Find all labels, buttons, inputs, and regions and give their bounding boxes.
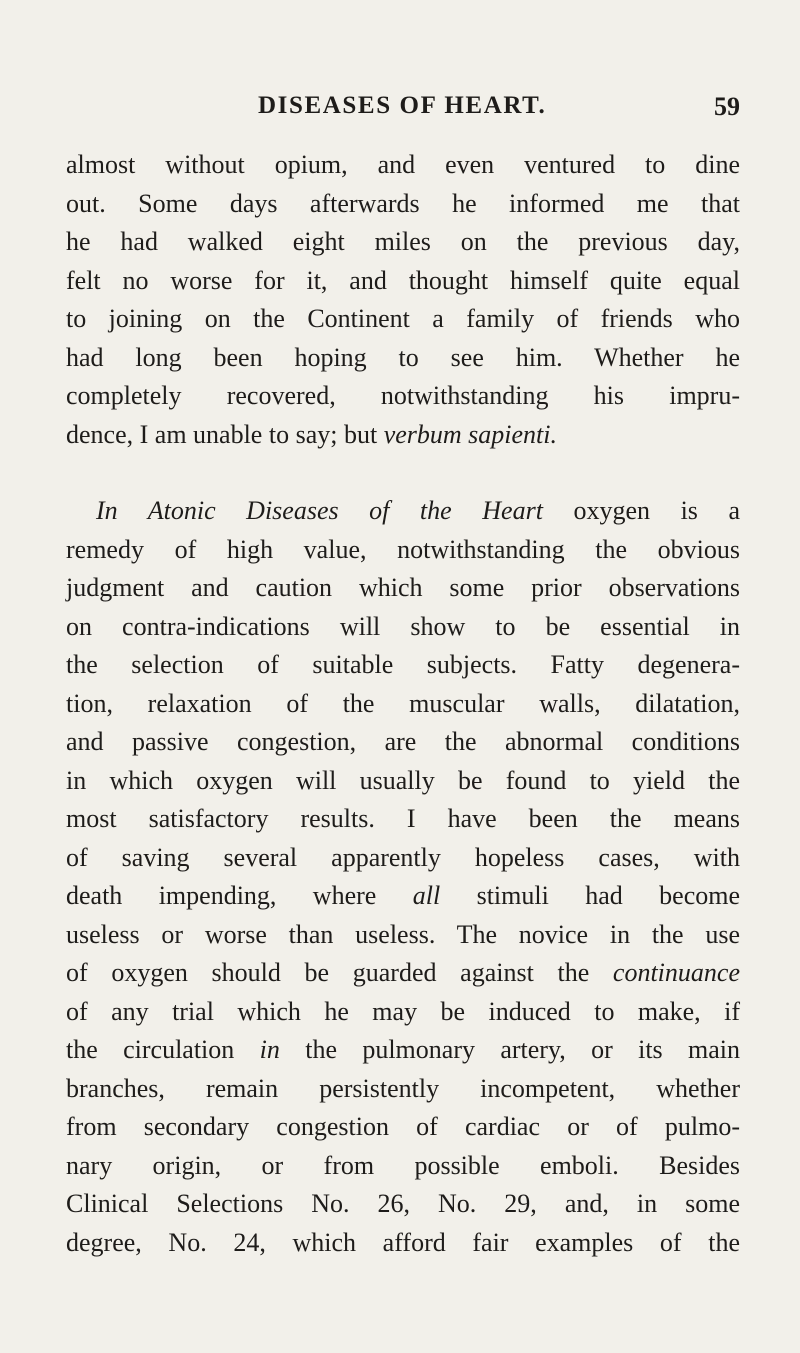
text-line: [66, 723, 740, 762]
line-text: the selection of suitable subjects. Fatty degenera-: [66, 650, 740, 679]
text-line: [66, 262, 740, 301]
text-line: [66, 569, 740, 608]
page-header: [258, 92, 740, 128]
line-text: he had walked eight miles on the previous day,: [66, 227, 740, 256]
text-line: [66, 1224, 740, 1263]
line-text: almost without opium, and even ventured to dine: [66, 150, 740, 179]
text-line: [66, 416, 740, 455]
italic-phrase: verbum sapienti.: [383, 419, 557, 449]
line-text: in which oxygen will usually be found to yield the: [66, 765, 740, 795]
line-text: degree, No. 24, which afford fair examples of the: [66, 1227, 740, 1257]
line-text: and passive congestion, are the abnormal conditions: [66, 727, 740, 756]
paragraph-break: [66, 454, 740, 492]
line-text: the circulation: [66, 1035, 260, 1064]
line-text: of saving several apparently hopeless cases, with: [66, 842, 740, 872]
text-line: [66, 954, 740, 993]
line-text: felt no worse for it, and thought himself quite equal: [66, 265, 740, 295]
text-line: [66, 877, 740, 916]
text-line: [66, 185, 740, 224]
page-number: 59: [714, 92, 740, 121]
italic-word: in: [259, 1035, 280, 1064]
text-line: [66, 531, 740, 570]
text-line: [66, 1108, 740, 1147]
line-text: from secondary congestion of cardiac or of pulmo-: [66, 1112, 740, 1141]
line-text: of oxygen should be guarded against the: [66, 958, 613, 987]
line-text: stimuli had become: [440, 881, 741, 910]
text-line: [66, 146, 740, 185]
text-line: [66, 685, 740, 724]
line-text: had long been hoping to see him. Whether he: [66, 342, 740, 372]
text-line: [66, 916, 740, 955]
line-text: useless or worse than useless. The novice in the use: [66, 919, 740, 949]
line-text: branches, remain persistently incompetent, whether: [66, 1073, 740, 1103]
line-text: to joining on the Continent a family of friends who: [66, 304, 740, 333]
line-text: completely recovered, notwithstanding his impru-: [66, 381, 740, 410]
italic-word: continuance: [612, 958, 740, 987]
line-text: most satisfactory results. I have been the means: [66, 804, 740, 833]
line-text: on contra-indications will show to be essential in: [66, 611, 740, 641]
text-line: [66, 646, 740, 685]
line-text: Clinical Selections No. 26, No. 29, and, in some: [66, 1189, 740, 1218]
text-line: [66, 1070, 740, 1109]
line-text: remedy of high value, notwithstanding the obvious: [66, 534, 740, 564]
text-line: [66, 223, 740, 262]
italic-heading: In Atonic Diseases of the Heart: [96, 496, 543, 525]
text-line: [66, 762, 740, 801]
line-text: death impending, where: [66, 881, 413, 910]
line-text: oxygen is a: [542, 496, 741, 525]
text-line: [66, 839, 740, 878]
text-line: [66, 993, 740, 1032]
text-line: [66, 608, 740, 647]
text-line: [66, 1147, 740, 1186]
italic-word: all: [412, 881, 441, 910]
line-text: dence, I am unable to say; but: [66, 419, 384, 449]
line-text: nary origin, or from possible emboli. Besides: [66, 1150, 740, 1180]
text-line: [66, 1185, 740, 1224]
text-line: [66, 492, 740, 531]
line-text: tion, relaxation of the muscular walls, dilatation,: [66, 688, 740, 718]
text-line: [66, 800, 740, 839]
line-text: of any trial which he may be induced to make, if: [66, 996, 740, 1026]
line-text: the pulmonary artery, or its main: [279, 1035, 741, 1064]
running-head: DISEASES OF HEART.: [258, 92, 547, 119]
line-text: judgment and caution which some prior observations: [66, 573, 740, 602]
text-line: [66, 377, 740, 416]
line-text: out. Some days afterwards he informed me that: [66, 188, 740, 218]
text-line: [66, 300, 740, 339]
text-line: [66, 339, 740, 378]
body-text: [66, 146, 740, 1262]
text-line: [66, 1031, 740, 1070]
